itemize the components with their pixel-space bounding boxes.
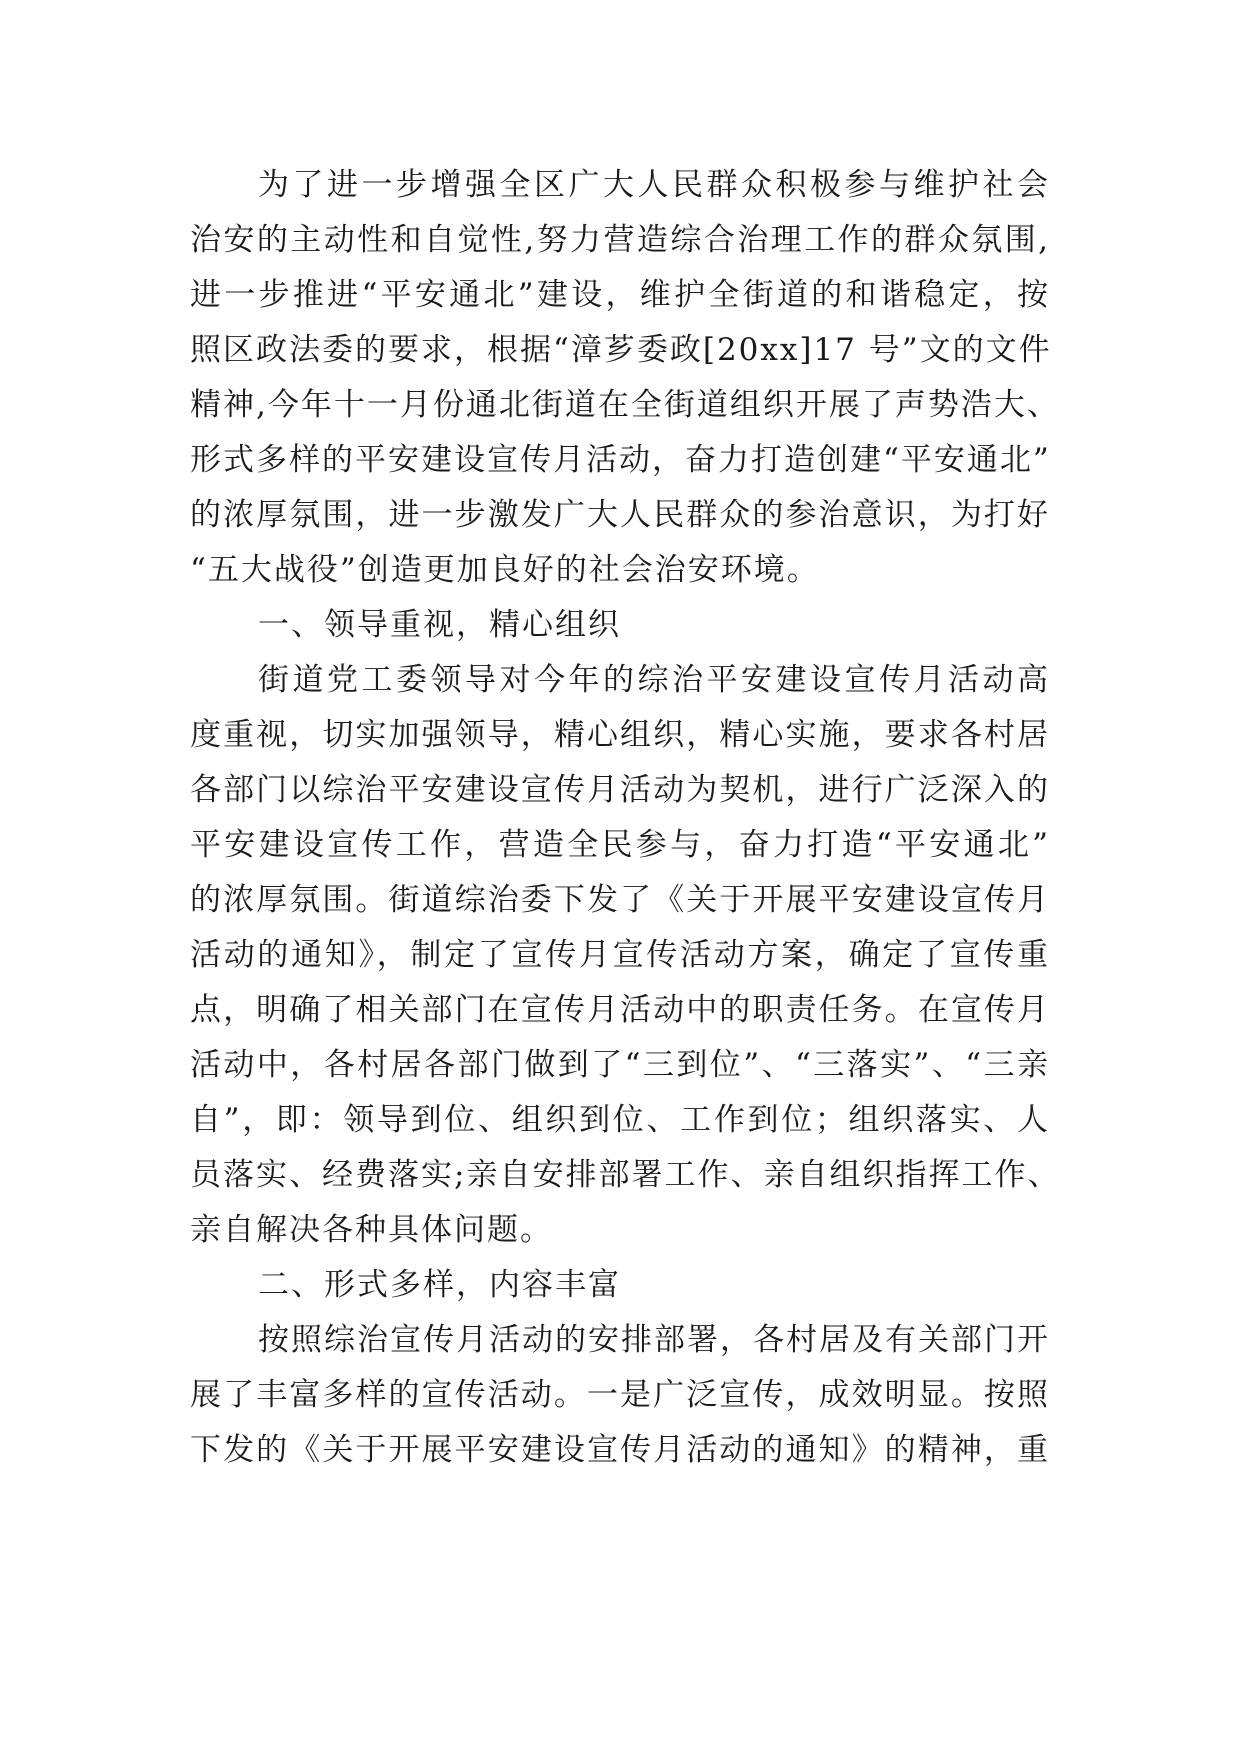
text-line: 员落实、经费落实;亲自安排部署工作、亲自组织指挥工作、 [190,1157,1061,1193]
text-line: 形式多样的平安建设宣传月活动，奋力打造创建“平安通北” [190,442,1051,478]
text-line: 的浓厚氛围。街道综治委下发了《关于开展平安建设宣传月 [190,882,1050,918]
text-line: 各部门以综治平安建设宣传月活动为契机，进行广泛深入的 [190,772,1050,808]
body-paragraph [190,1313,1050,1478]
text-line: 街道党工委领导对今年的综治平安建设宣传月活动高 [258,662,1050,698]
text-line: 点，明确了相关部门在宣传月活动中的职责任务。在宣传月 [190,992,1050,1028]
text-line: 活动中，各村居各部门做到了“三到位”、“三落实”、“三亲 [190,1047,1050,1083]
text-line: 度重视，切实加强领导，精心组织，精心实施，要求各村居 [190,717,1050,753]
text-line: 展了丰富多样的宣传活动。一是广泛宣传，成效明显。按照 [190,1377,1050,1413]
text-line: 活动的通知》，制定了宣传月宣传活动方案，确定了宣传重 [190,937,1050,973]
heading-text: 一、领导重视，精心组织 [258,607,621,643]
body-paragraph [190,158,1060,598]
section-heading [190,598,1050,653]
text-line: 下发的《关于开展平安建设宣传月活动的通知》的精神，重 [190,1432,1050,1468]
body-paragraph [190,653,1061,1258]
text-line: 治安的主动性和自觉性,努力营造综合治理工作的群众氛围, [190,222,1050,258]
text-line: 精神,今年十一月份通北街道在全街道组织开展了声势浩大、 [190,387,1060,423]
text-line: 为了进一步增强全区广大人民群众积极参与维护社会 [258,167,1050,203]
text-line: 的浓厚氛围，进一步激发广大人民群众的参治意识，为打好 [190,497,1050,533]
document-body [190,158,1061,1478]
text-line: 平安建设宣传工作，营造全民参与，奋力打造“平安通北” [190,827,1050,863]
section-heading [190,1258,1050,1313]
text-line: 自”，即：领导到位、组织到位、工作到位；组织落实、人 [190,1102,1050,1138]
text-line: “五大战役”创造更加良好的社会治安环境。 [190,552,820,588]
text-line: 照区政法委的要求，根据“漳芗委政[20xx]17 号”文的文件 [190,332,1052,368]
text-line: 进一步推进“平安通北”建设，维护全街道的和谐稳定，按 [190,277,1050,313]
text-line: 按照综治宣传月活动的安排部署，各村居及有关部门开 [258,1322,1050,1358]
heading-text: 二、形式多样，内容丰富 [258,1267,621,1303]
text-line: 亲自解决各种具体问题。 [190,1212,553,1248]
